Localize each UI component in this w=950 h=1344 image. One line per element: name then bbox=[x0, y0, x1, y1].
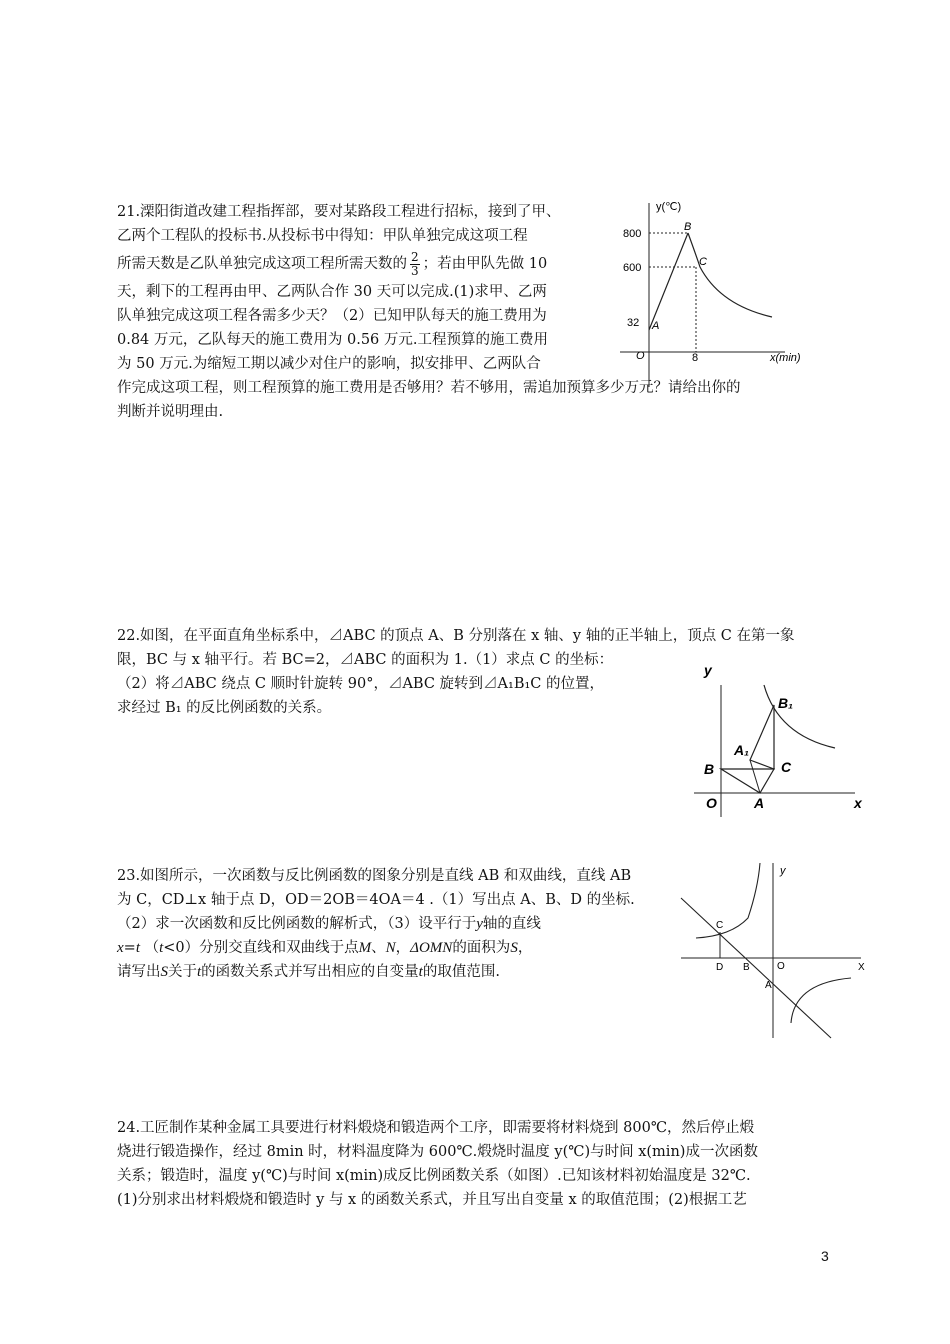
graph2-y-label: y bbox=[704, 662, 712, 678]
graph1-tick-32: 32 bbox=[627, 317, 640, 329]
q21-frac-before: 所需天数是乙队单独完成这项工程所需天数的 bbox=[117, 256, 407, 272]
fraction-denominator: 3 bbox=[411, 263, 419, 278]
q22-line-3: （2）将⊿ABC 绕点 C 顺时针旋转 90°，⊿ABC 旋转到⊿A₁B₁C 的位置， bbox=[117, 676, 605, 692]
graph3-hyperbola-left bbox=[696, 863, 760, 938]
graph1-segment-ab bbox=[649, 233, 688, 330]
graph1-x-label: x(min) bbox=[770, 352, 801, 364]
graph2-hyperbola bbox=[764, 685, 835, 748]
graph1-tick-8: 8 bbox=[692, 352, 699, 364]
q21-line-7: 为 50 万元.为缩短工期以减少对住户的影响，拟安排甲、乙两队合 bbox=[117, 356, 541, 372]
q23-var-t2: t bbox=[159, 940, 164, 956]
q23-line4-f: <0）分别交直线和双曲线于点 bbox=[163, 940, 359, 956]
q22-line-1: 22.如图，在平面直角坐标系中，⊿ABC 的顶点 A、B 分别落在 x 轴、y 轴的正半轴上，顶点 C 在第一象 bbox=[117, 628, 795, 644]
q23-line3-c: 轴的直线 bbox=[482, 916, 541, 932]
graph3-hyperbola-right bbox=[791, 978, 851, 1023]
graph3-y-label: y bbox=[780, 865, 786, 877]
q21-frac-after: ；若由甲队先做 10 bbox=[422, 256, 548, 272]
graph1-origin: O bbox=[636, 350, 645, 362]
q23-var-t4: t bbox=[418, 964, 423, 980]
question-24 bbox=[117, 1116, 758, 1212]
graph2-point-a1: A₁ bbox=[734, 742, 750, 758]
q23-sep: 、 bbox=[371, 940, 386, 956]
graph3-point-b: B bbox=[743, 962, 750, 973]
graph2-point-b: B bbox=[704, 761, 715, 777]
q23-line5-a: 请写出 bbox=[117, 964, 161, 980]
q21-line-8: 作完成这项工程，则工程预算的施工费用是否够用？若不够用，需追加预算多少万元？请给出你的 bbox=[117, 380, 741, 396]
q23-var-s2: S bbox=[160, 964, 168, 980]
q22-line-2: 限，BC 与 x 轴平行。若 BC=2，⊿ABC 的面积为 1.（1）求点 C 的坐标： bbox=[117, 652, 614, 668]
graph2-point-a: A bbox=[754, 795, 765, 811]
graph1-point-b: B bbox=[684, 221, 692, 233]
graph3-point-a: A bbox=[765, 980, 772, 991]
q21-line-4: 天，剩下的工程再由甲、乙两队合作 30 天可以完成.(1)求甲、乙两 bbox=[117, 284, 547, 300]
q23-var-n: N bbox=[385, 940, 396, 956]
q23-paren: （ bbox=[144, 940, 160, 956]
q23-line-4 bbox=[117, 936, 635, 960]
q21-line-5: 队单独完成这项工程各需多少天？（2）已知甲队每天的施工费用为 bbox=[117, 308, 547, 324]
q24-line-3: 关系；锻造时，温度 y(℃)与时间 x(min)成反比例函数关系（如图）.已知该材料初始温度是 32℃. bbox=[117, 1168, 751, 1184]
q24-line-1: 24.工匠制作某种金属工具要进行材料煅烧和锻造两个工序，即需要将材料烧到 800℃，然后停止煅 bbox=[117, 1120, 755, 1136]
question-23 bbox=[117, 864, 635, 984]
q23-comma2: ， bbox=[517, 940, 533, 956]
graph2-x-label: x bbox=[854, 795, 862, 811]
graph2-triangle-abc bbox=[721, 769, 774, 793]
q23-var-x: x bbox=[117, 940, 124, 956]
fraction-numerator: 2 bbox=[411, 249, 419, 264]
q24-line-4: (1)分别求出材料煅烧和锻造时 y 与 x 的函数关系式，并且写出自变量 x 的取值范围；(2)根据工艺 bbox=[117, 1192, 747, 1208]
graph1-curve-bc bbox=[688, 233, 772, 317]
q21-line-1: 21.溧阳街道改建工程指挥部，要对某路段工程进行招标，接到了甲、 bbox=[117, 204, 561, 220]
q23-line-1: 23.如图所示，一次函数与反比例函数的图象分别是直线 AB 和双曲线，直线 AB bbox=[117, 868, 632, 884]
q23-var-t3: t bbox=[197, 964, 202, 980]
graph3-line-ab bbox=[681, 898, 831, 1038]
q23-line3-a: （2）求一次函数和反比例函数的解析式，（3）设平行于 bbox=[117, 916, 477, 932]
graph3-x-label: X bbox=[858, 962, 865, 973]
line-hyperbola-graph bbox=[676, 858, 876, 1043]
q23-var-s1: S bbox=[510, 940, 518, 956]
page-number: 3 bbox=[821, 1248, 829, 1264]
graph2-point-b1: B₁ bbox=[778, 695, 794, 711]
q23-line5-e: 的函数关系式并写出相应的自变量 bbox=[201, 964, 419, 980]
q23-var-t1: t bbox=[135, 940, 140, 956]
graph1-point-a: A bbox=[652, 320, 660, 332]
temperature-graph bbox=[600, 195, 820, 395]
q23-var-m: M bbox=[358, 940, 372, 956]
q24-line-2: 烧进行锻造操作，经过 8min 时，材料温度降为 600℃.煅烧时温度 y(℃)与时间 x(min)成一次函数 bbox=[117, 1144, 758, 1160]
q23-triangle-omn: ΔOMN bbox=[410, 940, 453, 956]
graph1-point-c: C bbox=[699, 256, 707, 268]
q23-line-2: 为 C，CD⊥x 轴于点 D，OD＝2OB＝4OA＝4 .（1）写出点 A、B、D 的坐标. bbox=[117, 892, 635, 908]
q23-line-5 bbox=[117, 960, 635, 984]
graph1-tick-800: 800 bbox=[623, 228, 642, 240]
graph1-y-label: y(℃) bbox=[656, 201, 682, 213]
q23-line5-c: 关于 bbox=[168, 964, 197, 980]
q23-comma1: ， bbox=[395, 940, 411, 956]
q21-line-2: 乙两个工程队的投标书.从投标书中得知：甲队单独完成这项工程 bbox=[117, 228, 528, 244]
triangle-rotation-graph bbox=[690, 660, 870, 820]
q23-var-y: y bbox=[476, 916, 483, 932]
q23-area-text: 的面积为 bbox=[452, 940, 511, 956]
graph2-triangle-a1b1c bbox=[750, 705, 774, 769]
graph2-point-c: C bbox=[781, 759, 792, 775]
graph2-origin: O bbox=[706, 795, 717, 811]
graph3-point-c: C bbox=[716, 920, 724, 931]
q22-line-4: 求经过 B₁ 的反比例函数的关系。 bbox=[117, 700, 332, 716]
q23-line5-g: 的取值范围. bbox=[422, 964, 500, 980]
q23-line-3 bbox=[117, 912, 635, 936]
graph3-origin: O bbox=[777, 961, 785, 972]
q23-equals: = bbox=[123, 940, 136, 956]
q21-line-9: 判断并说明理由. bbox=[117, 404, 224, 420]
fraction-two-thirds bbox=[410, 251, 420, 278]
q21-line-6: 0.84 万元，乙队每天的施工费用为 0.56 万元.工程预算的施工费用 bbox=[117, 332, 549, 348]
graph3-point-d: D bbox=[716, 962, 724, 973]
graph1-tick-600: 600 bbox=[623, 262, 642, 274]
